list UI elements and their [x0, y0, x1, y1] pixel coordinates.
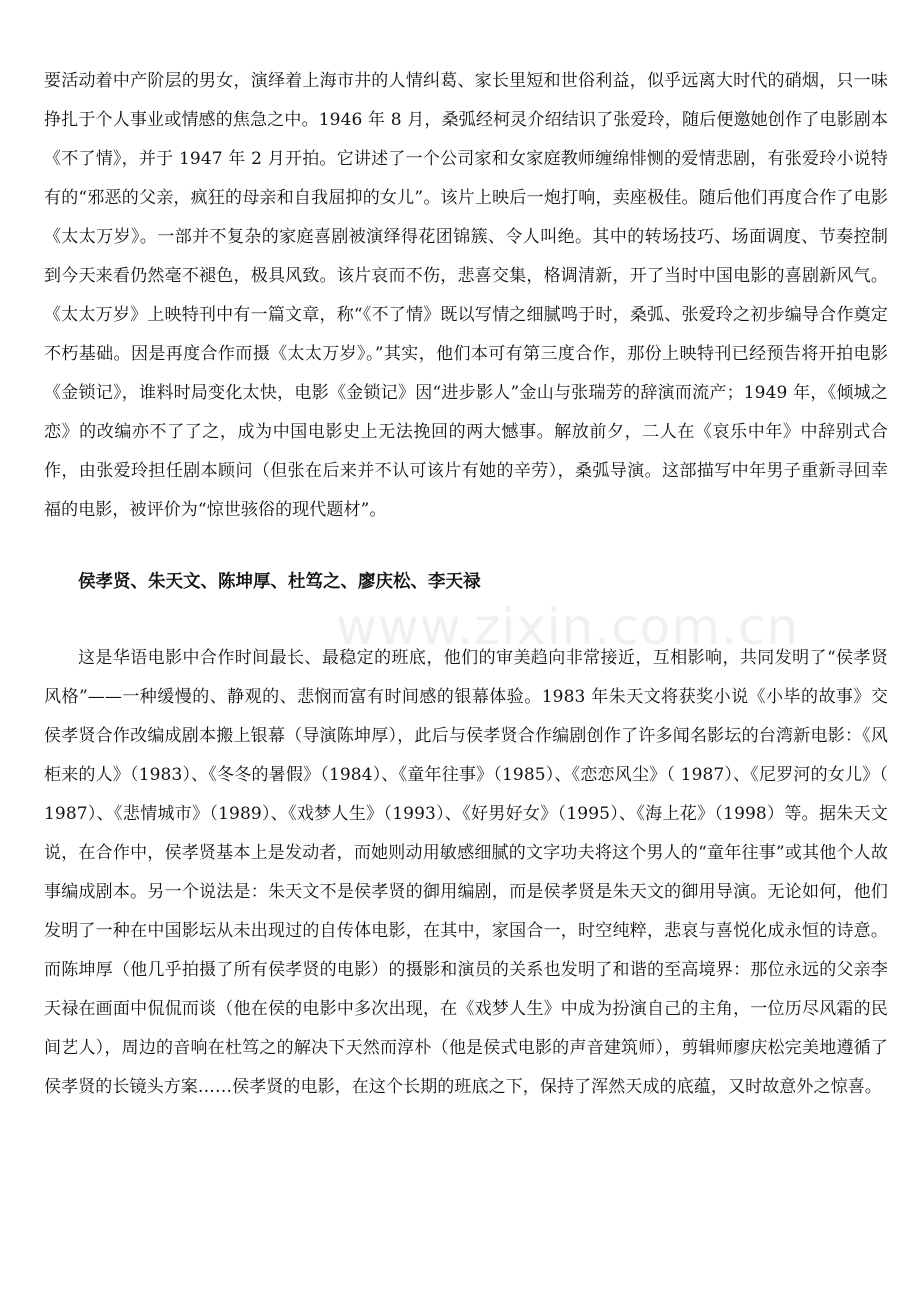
watermark: www.zixin.com.cn [336, 598, 800, 656]
document-page [44, 62, 888, 1107]
section-spacer [44, 602, 888, 639]
body-paragraph-1: 要活动着中产阶层的男女，演绎着上海市井的人情纠葛、家长里短和世俗利益，似乎远离大时代的硝烟，只一味挣扎于个人事业或情感的焦急之中。1946 年 8 月，桑弧经柯灵介绍结识了张爱玲，随后便邀她创作了电影剧本《不了情》，并于 1947 年 2 月开拍。它讲述了一个公司家和女家庭教师缠绵悱恻的爱情悲剧，有张爱玲小说特有的“邪恶的父亲，疯狂的母亲和自我屈抑的女儿”。该片上映后一炮打响，卖座极佳。随后他们再度合作了电影《太太万岁》。一部并不复杂的家庭喜剧被演绎得花团锦簇、令人叫绝。其中的转场技巧、场面调度、节奏控制到今天来看仍然毫不褪色，极具风致。该片哀而不伤，悲喜交集，格调清新，开了当时中国电影的喜剧新风气。《太太万岁》上映特刊中有一篇文章，称“《不了情》既以写情之细腻鸣于时，桑弧、张爱玲之初步编导合作奠定不朽基础。因是再度合作而摄《太太万岁》。”其实，他们本可有第三度合作，那份上映特刊已经预告将开拍电影《金锁记》，谁料时局变化太快，电影《金锁记》因“进步影人”金山与张瑞芳的辞演而流产；1949 年，《倾城之恋》的改编亦不了了之，成为中国电影史上无法挽回的两大憾事。解放前夕，二人在《哀乐中年》中辞别式合作，由张爱玲担任剧本顾问（但张在后来并不认可该片有她的辛劳），桑弧导演。这部描写中年男子重新寻回幸福的电影，被评价为“惊世骇俗的现代题材”。 [44, 71, 888, 520]
section-heading: 侯孝贤、朱天文、陈坤厚、杜笃之、廖庆松、李天禄 [78, 572, 481, 592]
body-paragraph-2: 这是华语电影中合作时间最长、最稳定的班底，他们的审美趋向非常接近，互相影响，共同发明了“侯孝贤风格”——一种缓慢的、静观的、悲悯而富有时间感的银幕体验。1983 年朱天文将获奖小说《小毕的故事》交侯孝贤合作改编成剧本搬上银幕（导演陈坤厚），此后与侯孝贤合作编剧创作了许多闻名影坛的台湾新电影：《风柜来的人》（1983）、《冬冬的暑假》（1984）、《童年往事》（1985）、《恋恋风尘》（ 1987）、《尼罗河的女儿》（ 1987）、《悲情城市》（1989）、《戏梦人生》（1993）、《好男好女》（1995）、《海上花》（1998）等。据朱天文说，在合作中，侯孝贤基本上是发动者，而她则动用敏感细腻的文字功夫将这个男人的“童年往事”或其他个人故事编成剧本。另一个说法是：朱天文不是侯孝贤的御用编剧，而是侯孝贤是朱天文的御用导演。无论如何，他们发明了一种在中国影坛从未出现过的自传体电影，在其中，家国合一，时空纯粹，悲哀与喜悦化成永恒的诗意。而陈坤厚（他几乎拍摄了所有侯孝贤的电影）的摄影和演员的关系也发明了和谐的至高境界：那位永远的父亲李天禄在画面中侃侃而谈（他在侯的电影中多次出现，在《戏梦人生》中成为扮演自己的主角，一位历尽风霜的民间艺人），周边的音响在杜笃之的解决下天然而淳朴（他是侯式电影的声音建筑师），剪辑师廖庆松完美地遵循了侯孝贤的长镜头方案……侯孝贤的电影，在这个长期的班底之下，保持了浑然天成的底蕴，又时故意外之惊喜。 [44, 648, 888, 1097]
